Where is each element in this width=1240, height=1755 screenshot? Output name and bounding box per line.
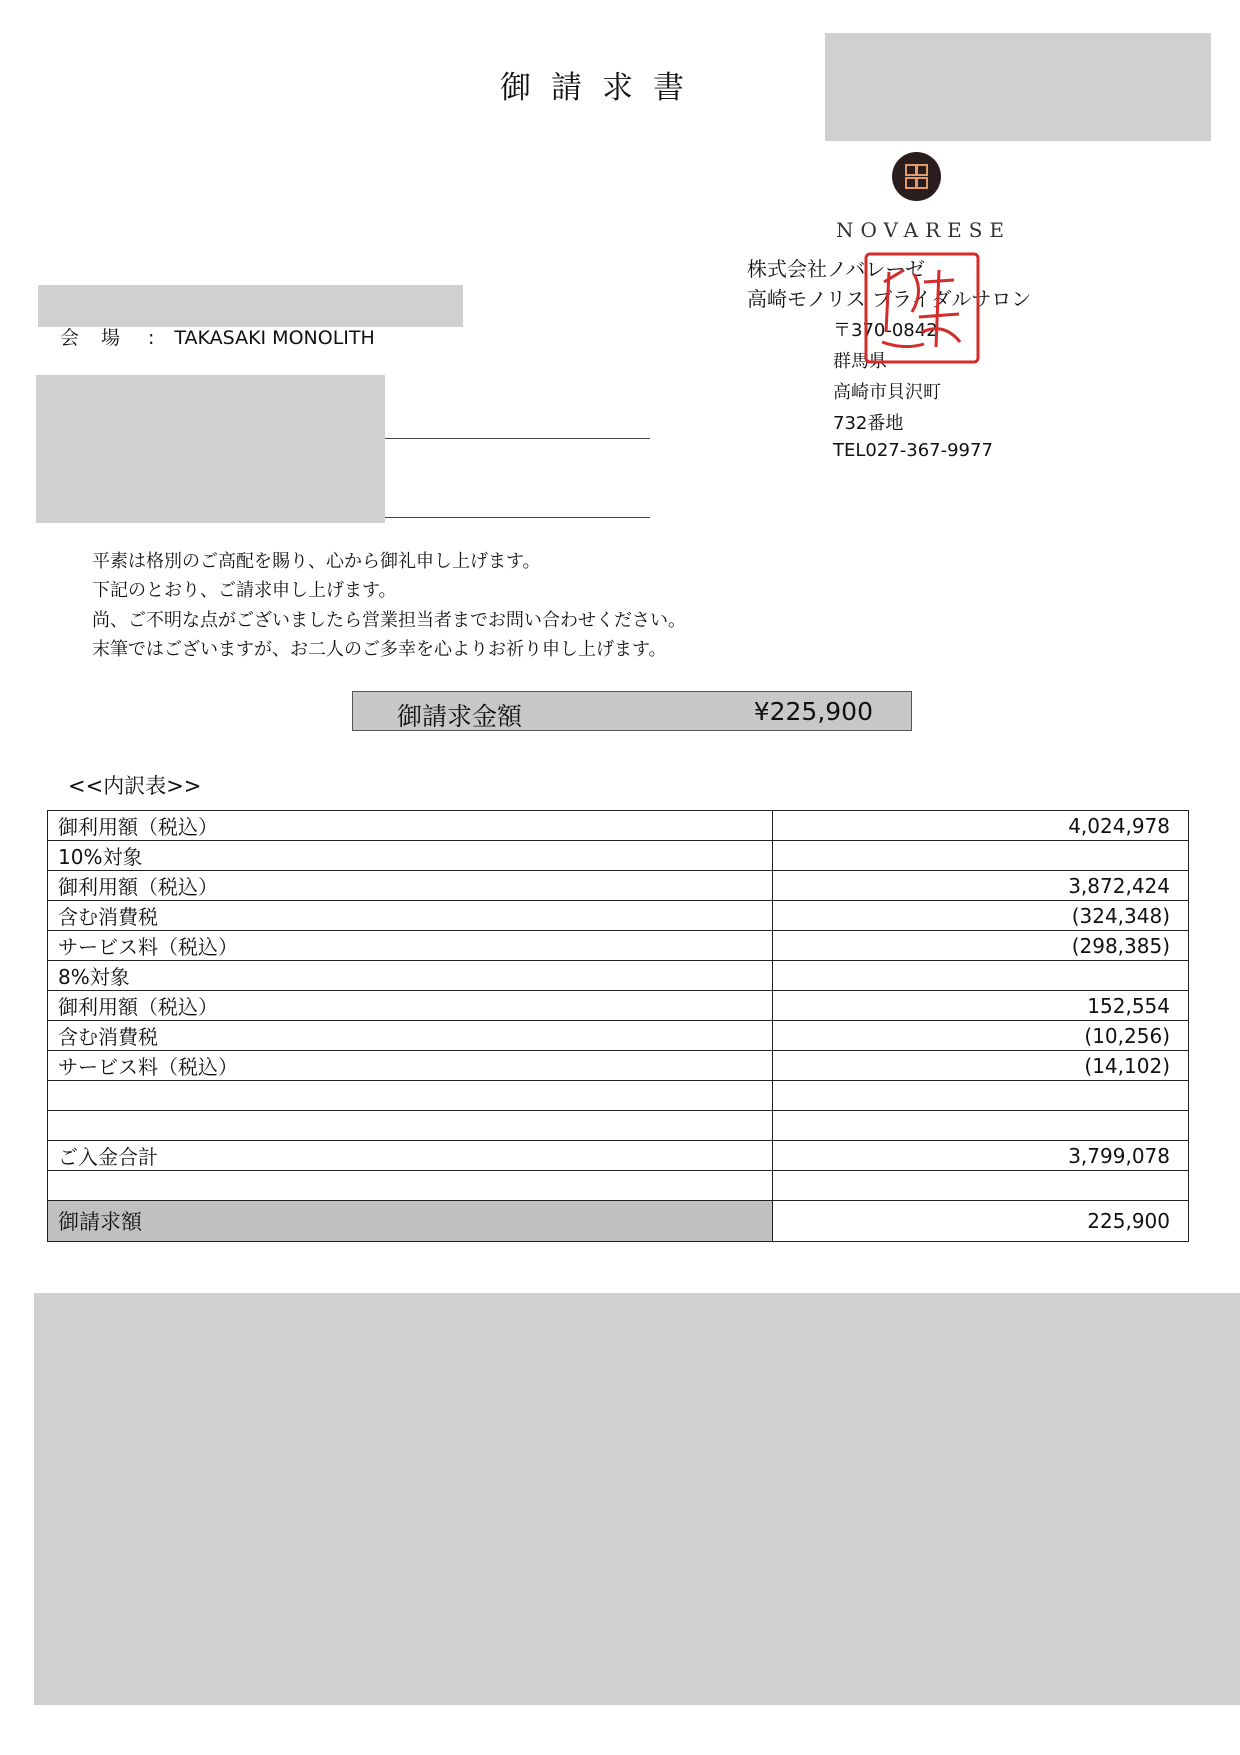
table-row — [48, 841, 1189, 871]
row-value — [773, 1081, 1189, 1111]
greeting-line-4: 末筆ではございますが、お二人のご多幸を心よりお祈り申し上げます。 — [92, 639, 667, 660]
table-row — [48, 1051, 1189, 1081]
greeting-line-1: 平素は格別のご高配を賜り、心から御礼申し上げます。 — [92, 551, 541, 572]
total-amount-box — [352, 691, 912, 731]
row-value: 4,024,978 — [773, 811, 1189, 841]
table-row — [48, 1111, 1189, 1141]
final-label: 御請求額 — [48, 1201, 773, 1242]
row-label: 御利用額（税込） — [48, 811, 773, 841]
row-value: 3,799,078 — [773, 1141, 1189, 1171]
table-row — [48, 1081, 1189, 1111]
breakdown-heading: <<内訳表>> — [68, 774, 202, 798]
venue-colon: : — [148, 327, 155, 349]
row-value: (324,348) — [773, 901, 1189, 931]
redacted-block-addressee — [38, 285, 463, 327]
final-value: 225,900 — [773, 1201, 1189, 1242]
table-row — [48, 1171, 1189, 1201]
venue-label: 会場 — [60, 327, 143, 349]
row-label — [48, 1171, 773, 1201]
total-amount: ¥225,900 — [753, 697, 873, 726]
venue-value: TAKASAKI MONOLITH — [174, 327, 375, 349]
novarese-logo-icon — [892, 152, 941, 201]
city: 高崎市貝沢町 — [833, 382, 941, 403]
document-title: 御請求書 — [500, 70, 704, 106]
greeting-line-2: 下記のとおり、ご請求申し上げます。 — [92, 580, 397, 601]
table-row — [48, 961, 1189, 991]
row-value: 152,554 — [773, 991, 1189, 1021]
table-row — [48, 1141, 1189, 1171]
table-row — [48, 1021, 1189, 1051]
underline-2 — [385, 517, 650, 518]
row-label — [48, 1111, 773, 1141]
row-label: 御利用額（税込） — [48, 991, 773, 1021]
row-label: 含む消費税 — [48, 1021, 773, 1051]
row-label: 御利用額（税込） — [48, 871, 773, 901]
table-row — [48, 991, 1189, 1021]
redacted-block-footer — [34, 1293, 1240, 1705]
table-row — [48, 901, 1189, 931]
table-row — [48, 871, 1189, 901]
company-seal-stamp — [864, 252, 980, 364]
redacted-block-top-right — [825, 33, 1211, 141]
row-value — [773, 961, 1189, 991]
salon-name: 高崎モノリス ブライダルサロン — [747, 287, 1032, 311]
venue-line — [60, 323, 375, 350]
breakdown-table — [47, 810, 1189, 1242]
row-value — [773, 1171, 1189, 1201]
logo-wordmark: NOVARESE — [836, 218, 1012, 242]
address-block: 732番地 — [833, 413, 904, 434]
row-value: (10,256) — [773, 1021, 1189, 1051]
row-label: 8%対象 — [48, 961, 773, 991]
table-row — [48, 811, 1189, 841]
row-label: 10%対象 — [48, 841, 773, 871]
row-label — [48, 1081, 773, 1111]
prefecture: 群馬県 — [833, 351, 887, 372]
row-label: サービス料（税込） — [48, 1051, 773, 1081]
total-label: 御請求金額 — [397, 702, 523, 731]
table-row — [48, 931, 1189, 961]
underline-1 — [385, 438, 650, 439]
row-value: 3,872,424 — [773, 871, 1189, 901]
postal-code: 〒370-0842 — [833, 320, 938, 341]
row-value — [773, 1111, 1189, 1141]
row-value: (298,385) — [773, 931, 1189, 961]
redacted-block-customer — [36, 375, 385, 523]
row-label: 含む消費税 — [48, 901, 773, 931]
row-label: サービス料（税込） — [48, 931, 773, 961]
company-name: 株式会社ノバレーゼ — [747, 257, 925, 281]
row-value: (14,102) — [773, 1051, 1189, 1081]
greeting-line-3: 尚、ご不明な点がございましたら営業担当者までお問い合わせください。 — [92, 610, 686, 631]
table-row-final — [48, 1201, 1189, 1242]
row-value — [773, 841, 1189, 871]
row-label: ご入金合計 — [48, 1141, 773, 1171]
telephone: TEL027-367-9977 — [833, 440, 993, 461]
